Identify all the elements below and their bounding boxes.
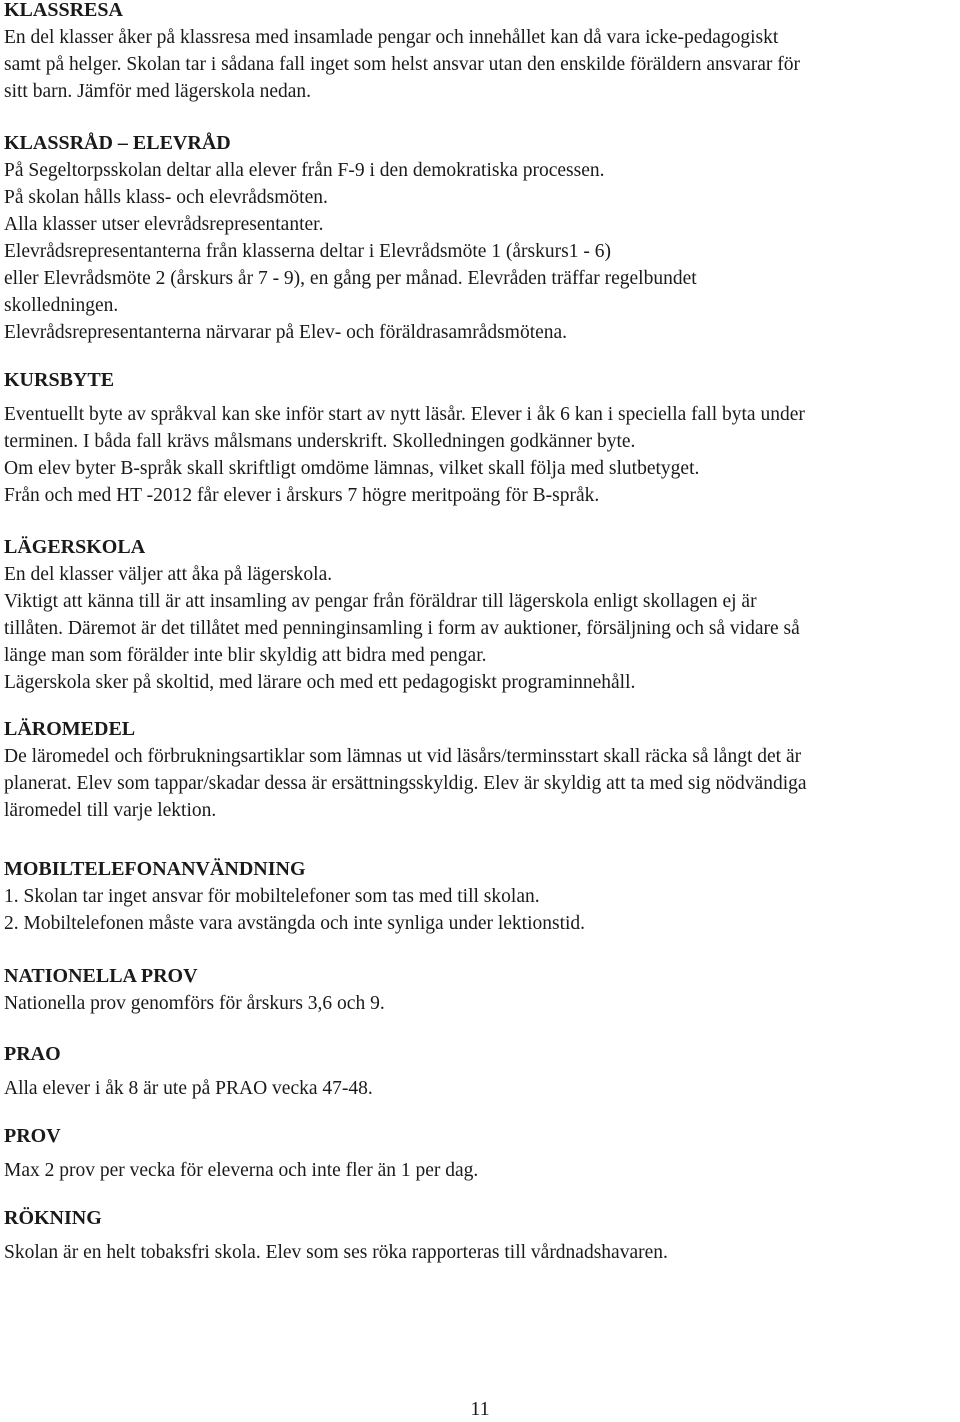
section-heading: PROV	[4, 1125, 61, 1147]
body-line: Från och med HT -2012 får elever i årskurs 7 högre meritpoäng för B-språk.	[4, 485, 600, 506]
body-line: samt på helger. Skolan tar i sådana fall inget som helst ansvar utan den enskilde föräldern ansvarar för	[4, 54, 800, 75]
body-line: På Segeltorpsskolan deltar alla elever från F-9 i den demokratiska processen.	[4, 160, 605, 181]
section-laromedel	[4, 716, 956, 824]
section-body	[4, 990, 956, 1017]
section-kursbyte	[4, 367, 956, 509]
body-line: Alla elever i åk 8 är ute på PRAO vecka 47-48.	[4, 1078, 373, 1099]
body-line: Elevrådsrepresentanterna från klasserna deltar i Elevrådsmöte 1 (årskurs1 - 6)	[4, 241, 611, 262]
section-heading: LÄGERSKOLA	[4, 536, 146, 558]
section-heading: KLASSRESA	[4, 0, 123, 21]
section-body	[4, 1075, 956, 1102]
section-heading: LÄROMEDEL	[4, 718, 136, 740]
section-body	[4, 401, 956, 509]
section-body	[4, 24, 956, 105]
body-line: Eventuellt byte av språkval kan ske inför start av nytt läsår. Elever i åk 6 kan i speciella fall byta under	[4, 404, 805, 425]
body-line: Alla klasser utser elevrådsrepresentanter.	[4, 214, 324, 235]
section-heading: MOBILTELEFONANVÄNDNING	[4, 858, 306, 880]
body-line: planerat. Elev som tappar/skadar dessa är ersättningsskyldig. Elev är skyldig att ta med sig nödvändiga	[4, 773, 807, 794]
section-heading: KURSBYTE	[4, 369, 115, 391]
section-mobiltelefon	[4, 856, 956, 937]
section-body	[4, 743, 956, 824]
section-rokning	[4, 1205, 956, 1266]
body-line: En del klasser åker på klassresa med insamlade pengar och innehållet kan då vara icke-pedagogiskt	[4, 27, 779, 48]
body-line: eller Elevrådsmöte 2 (årskurs år 7 - 9), en gång per månad. Elevråden träffar regelbundet	[4, 268, 697, 289]
section-heading: PRAO	[4, 1043, 61, 1065]
body-line: En del klasser väljer att åka på lägerskola.	[4, 564, 333, 585]
body-line: Nationella prov genomförs för årskurs 3,6 och 9.	[4, 993, 385, 1014]
body-line: Elevrådsrepresentanterna närvarar på Elev- och föräldrasamrådsmötena.	[4, 322, 568, 343]
section-body	[4, 883, 956, 937]
body-line: 2. Mobiltelefonen måste vara avstängda och inte synliga under lektionstid.	[4, 913, 586, 934]
body-line: länge man som förälder inte blir skyldig att bidra med pengar.	[4, 645, 487, 666]
body-line: De läromedel och förbrukningsartiklar som lämnas ut vid läsårs/terminsstart skall räcka så långt det är	[4, 746, 802, 767]
section-prao	[4, 1041, 956, 1102]
section-heading: NATIONELLA PROV	[4, 965, 198, 987]
page-number: 11	[470, 1398, 490, 1420]
body-line: skolledningen.	[4, 295, 119, 316]
section-klassrad	[4, 130, 956, 346]
section-body	[4, 157, 956, 346]
body-line: 1. Skolan tar inget ansvar för mobiltelefoner som tas med till skolan.	[4, 886, 540, 907]
body-line: Viktigt att känna till är att insamling av pengar från föräldrar till lägerskola enligt skollagen ej är	[4, 591, 757, 612]
section-body	[4, 1239, 956, 1266]
body-line: Om elev byter B-språk skall skriftligt omdöme lämnas, vilket skall följa med slutbetyget.	[4, 458, 700, 479]
body-line: läromedel till varje lektion.	[4, 800, 217, 821]
body-line: terminen. I båda fall krävs målsmans underskrift. Skolledningen godkänner byte.	[4, 431, 636, 452]
section-heading: KLASSRÅD – ELEVRÅD	[4, 132, 231, 154]
section-heading: RÖKNING	[4, 1207, 102, 1229]
section-lagerskola	[4, 534, 956, 696]
body-line: På skolan hålls klass- och elevrådsmöten.	[4, 187, 328, 208]
body-line: Lägerskola sker på skoltid, med lärare och med ett pedagogiskt programinnehåll.	[4, 672, 636, 693]
body-line: Skolan är en helt tobaksfri skola. Elev som ses röka rapporteras till vårdnadshavaren.	[4, 1242, 668, 1263]
section-body	[4, 561, 956, 696]
body-line: Max 2 prov per vecka för eleverna och inte fler än 1 per dag.	[4, 1160, 479, 1181]
body-line: tillåten. Däremot är det tillåtet med penninginsamling i form av auktioner, försäljning och så vidare så	[4, 618, 800, 639]
section-prov	[4, 1123, 956, 1184]
section-klassresa	[4, 0, 956, 105]
section-body	[4, 1157, 956, 1184]
section-nationella-prov	[4, 963, 956, 1017]
body-line: sitt barn. Jämför med lägerskola nedan.	[4, 81, 312, 102]
